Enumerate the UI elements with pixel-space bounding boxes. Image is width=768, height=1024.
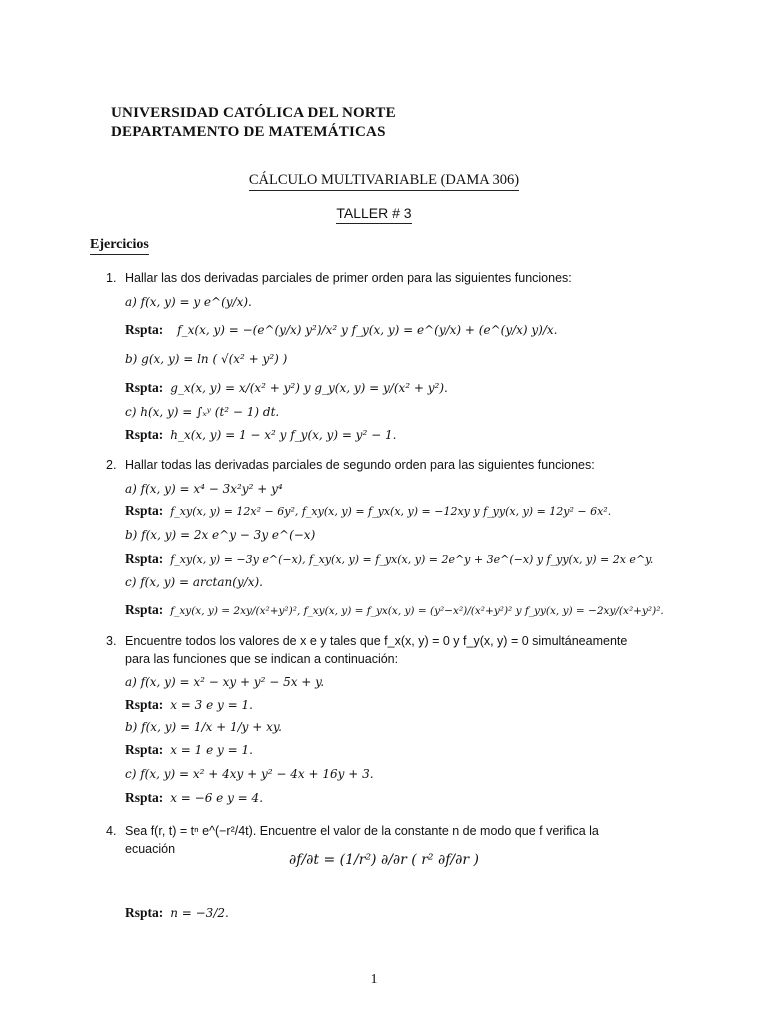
exercise-1-prompt: Hallar las dos derivadas parciales de primer orden para las siguientes funciones: xyxy=(125,271,572,285)
answer-label: Rspta: xyxy=(125,427,164,442)
answer-label: Rspta: xyxy=(125,380,164,395)
exercise-4-answer xyxy=(125,905,229,921)
page-number: 1 xyxy=(370,972,378,987)
exercise-3a-answer xyxy=(125,697,253,713)
exercise-4-prompt-line-1: Sea f(r, t) = tⁿ e^(−r²/4t). Encuentre el valor de la constante n de modo que f verifica la xyxy=(125,824,599,838)
exercise-3c: c) f(x, y) = x² + 4xy + y² − 4x + 16y + 3. xyxy=(125,767,374,781)
answer-text: n = −3/2. xyxy=(170,906,229,920)
exercise-2b: b) f(x, y) = 2x e^y − 3y e^(−x) xyxy=(125,528,316,542)
exercise-3-prompt-line-2: para las funciones que se indican a continuación: xyxy=(125,652,399,666)
answer-label: Rspta: xyxy=(125,905,164,920)
exercise-2-prompt: Hallar todas las derivadas parciales de segundo orden para las siguientes funciones: xyxy=(125,458,595,472)
answer-text: h_x(x, y) = 1 − x² y f_y(x, y) = y² − 1. xyxy=(170,428,397,442)
answer-text: f_xy(x, y) = 12x² − 6y², f_xy(x, y) = f_yx(x, y) = −12xy y f_yy(x, y) = 12y² − 6x². xyxy=(170,505,612,518)
exercise-3c-answer xyxy=(125,790,263,806)
answer-text: g_x(x, y) = x/(x² + y²) y g_y(x, y) = y/(x² + y²). xyxy=(170,381,448,395)
exercise-4-number: 4. xyxy=(106,824,117,838)
answer-label: Rspta: xyxy=(125,551,164,566)
exercise-2-number: 2. xyxy=(106,458,117,472)
exercise-4-equation: ∂f/∂t = (1/r²) ∂/∂r ( r² ∂f/∂r ) xyxy=(289,852,479,868)
exercise-4-prompt-line-2: ecuación xyxy=(125,842,176,856)
exercise-2c-answer xyxy=(125,602,664,619)
workshop-title xyxy=(0,205,748,221)
answer-text: x = 3 e y = 1. xyxy=(170,698,253,712)
course-title-text: CÁLCULO MULTIVARIABLE (DAMA 306) xyxy=(249,172,519,191)
exercise-1b: b) g(x, y) = ln ( √(x² + y²) ) xyxy=(125,352,288,366)
answer-text: x = 1 e y = 1. xyxy=(170,743,253,757)
exercise-1c: c) h(x, y) = ∫ₓʸ (t² − 1) dt. xyxy=(125,405,280,419)
answer-text: x = −6 e y = 4. xyxy=(170,791,264,805)
exercise-3-prompt-line-1: Encuentre todos los valores de x e y tales que f_x(x, y) = 0 y f_y(x, y) = 0 simultáneamente xyxy=(125,634,628,648)
exercise-3b: b) f(x, y) = 1/x + 1/y + xy. xyxy=(125,720,282,734)
exercise-1b-answer xyxy=(125,380,448,396)
answer-label: Rspta: xyxy=(125,322,164,337)
document-header xyxy=(111,104,396,142)
exercise-2c: c) f(x, y) = arctan(y/x). xyxy=(125,575,263,589)
department-name: DEPARTAMENTO DE MATEMÁTICAS xyxy=(111,124,386,140)
exercise-1-number: 1. xyxy=(106,271,117,285)
exercise-1c-answer xyxy=(125,427,396,443)
exercise-1a: a) f(x, y) = y e^(y/x). xyxy=(125,295,252,309)
course-title xyxy=(0,172,768,189)
exercise-3-number: 3. xyxy=(106,634,117,648)
answer-label: Rspta: xyxy=(125,602,164,617)
exercise-3a: a) f(x, y) = x² − xy + y² − 5x + y. xyxy=(125,675,325,689)
answer-label: Rspta: xyxy=(125,790,164,805)
university-name: UNIVERSIDAD CATÓLICA DEL NORTE xyxy=(111,105,396,121)
answer-text: f_xy(x, y) = 2xy/(x²+y²)², f_xy(x, y) = f_yx(x, y) = (y²−x²)/(x²+y²)² y f_yy(x, y) = −2xy/(x²+y²)². xyxy=(170,605,664,617)
exercise-2b-answer xyxy=(125,551,653,568)
answer-text: f_x(x, y) = −(e^(y/x) y²)/x² y f_y(x, y) = e^(y/x) + (e^(y/x) y)/x. xyxy=(177,323,558,337)
workshop-title-text: TALLER # 3 xyxy=(336,205,411,224)
exercise-2a: a) f(x, y) = x⁴ − 3x²y² + y⁴ xyxy=(125,482,283,496)
section-heading: Ejercicios xyxy=(90,237,149,255)
answer-label: Rspta: xyxy=(125,503,164,518)
exercise-1a-answer xyxy=(125,322,558,338)
answer-label: Rspta: xyxy=(125,742,164,757)
exercise-2a-answer xyxy=(125,503,611,520)
exercise-3b-answer xyxy=(125,742,253,758)
answer-label: Rspta: xyxy=(125,697,164,712)
answer-text: f_xy(x, y) = −3y e^(−x), f_xy(x, y) = f_yx(x, y) = 2e^y + 3e^(−x) y f_yy(x, y) = 2x e^y. xyxy=(170,553,654,566)
